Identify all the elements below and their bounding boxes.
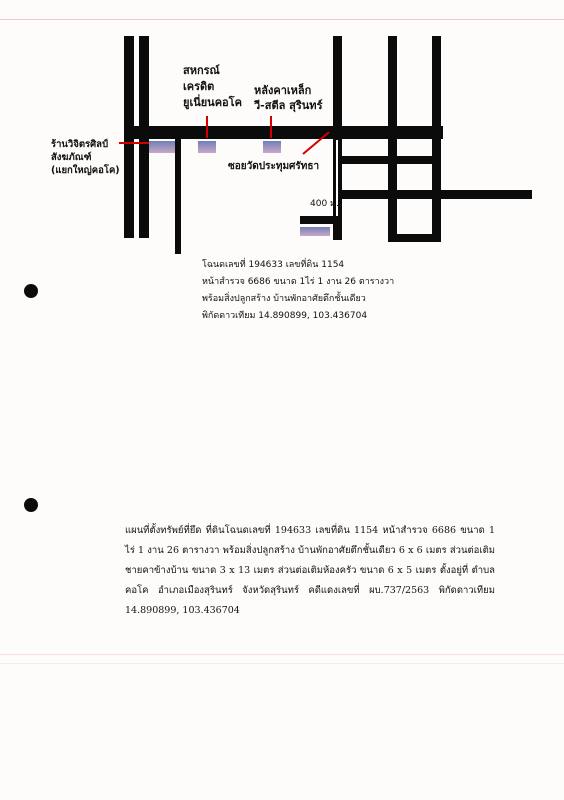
property-info-line-2: หน้าสำรวจ 6686 ขนาด 1ไร่ 1 งาน 26 ตารางวา: [202, 277, 395, 287]
scan-noise-line: [0, 663, 564, 664]
coop-marker: [198, 141, 216, 153]
punch-hole-top: [24, 284, 38, 298]
coop-arrow: [206, 116, 208, 138]
property-description: [125, 521, 495, 621]
property-info-line-4: พิกัดดาวเทียม 14.890899, 103.436704: [202, 311, 368, 321]
steel-marker: [263, 141, 281, 153]
shop-label: ร้านวิจิตรศิลป์ สังฆภัณฑ์ (แยกใหญ่คอโค): [51, 139, 120, 176]
property-marker: [300, 227, 330, 236]
left-road-1: [124, 36, 134, 238]
shop-arrow: [119, 142, 149, 144]
soi-label: ซอยวัดประทุมศรัทธา: [228, 161, 320, 172]
right-road-v1: [388, 36, 397, 242]
description-text: แผนที่ตั้งทรัพย์ที่ยึด ที่ดินโฉนดเลขที่ 194633 เลขที่ดิน 1154 หน้าสำรวจ 6686 ขนาด 1 ไร่ 1 งาน 26 ตารางวา พร้อมสิ่งปลูกสร้าง บ้านพักอาศัยตึกชั้นเดียว 6 x 6 เมตร ส่วนต่อเติมชายคาข้างบ้าน ขนาด 3 x 13 เมตร ส่วนต่อเติมห้องครัว ขนาด 6 x 5 เมตร ตั้งอยู่ที่ ตำบลคอโค อำเภอเมืองสุรินทร์ จังหวัดสุรินทร์ คดีแดงเลขที่ ผบ.737/2563 พิกัดดาวเทียม 14.890899, 103.436704: [125, 525, 495, 616]
scan-noise-line: [0, 654, 564, 655]
coop-label: สหกรณ์ เครดิต ยูเนี่ยนคอโค: [183, 64, 242, 109]
steel-label: หลังคาเหล็ก วี-สตีล สุรินทร์: [254, 84, 323, 112]
shop-marker: [149, 141, 175, 153]
right-road-h1: [340, 156, 441, 164]
small-road-stub: [300, 216, 335, 224]
left-road-2: [139, 36, 149, 238]
right-road-v2: [432, 36, 441, 242]
right-road-h3: [388, 234, 441, 242]
steel-arrow: [270, 116, 272, 138]
distance-label: 400 ม.: [310, 199, 339, 209]
side-road-short: [175, 136, 181, 254]
punch-hole-bottom: [24, 498, 38, 512]
property-info-line-1: โฉนดเลขที่ 194633 เลขที่ดิน 1154: [202, 260, 345, 270]
property-info-line-3: พร้อมสิ่งปลูกสร้าง บ้านพักอาศัยตึกชั้นเดียว: [202, 294, 366, 304]
right-road-h2: [340, 190, 532, 199]
